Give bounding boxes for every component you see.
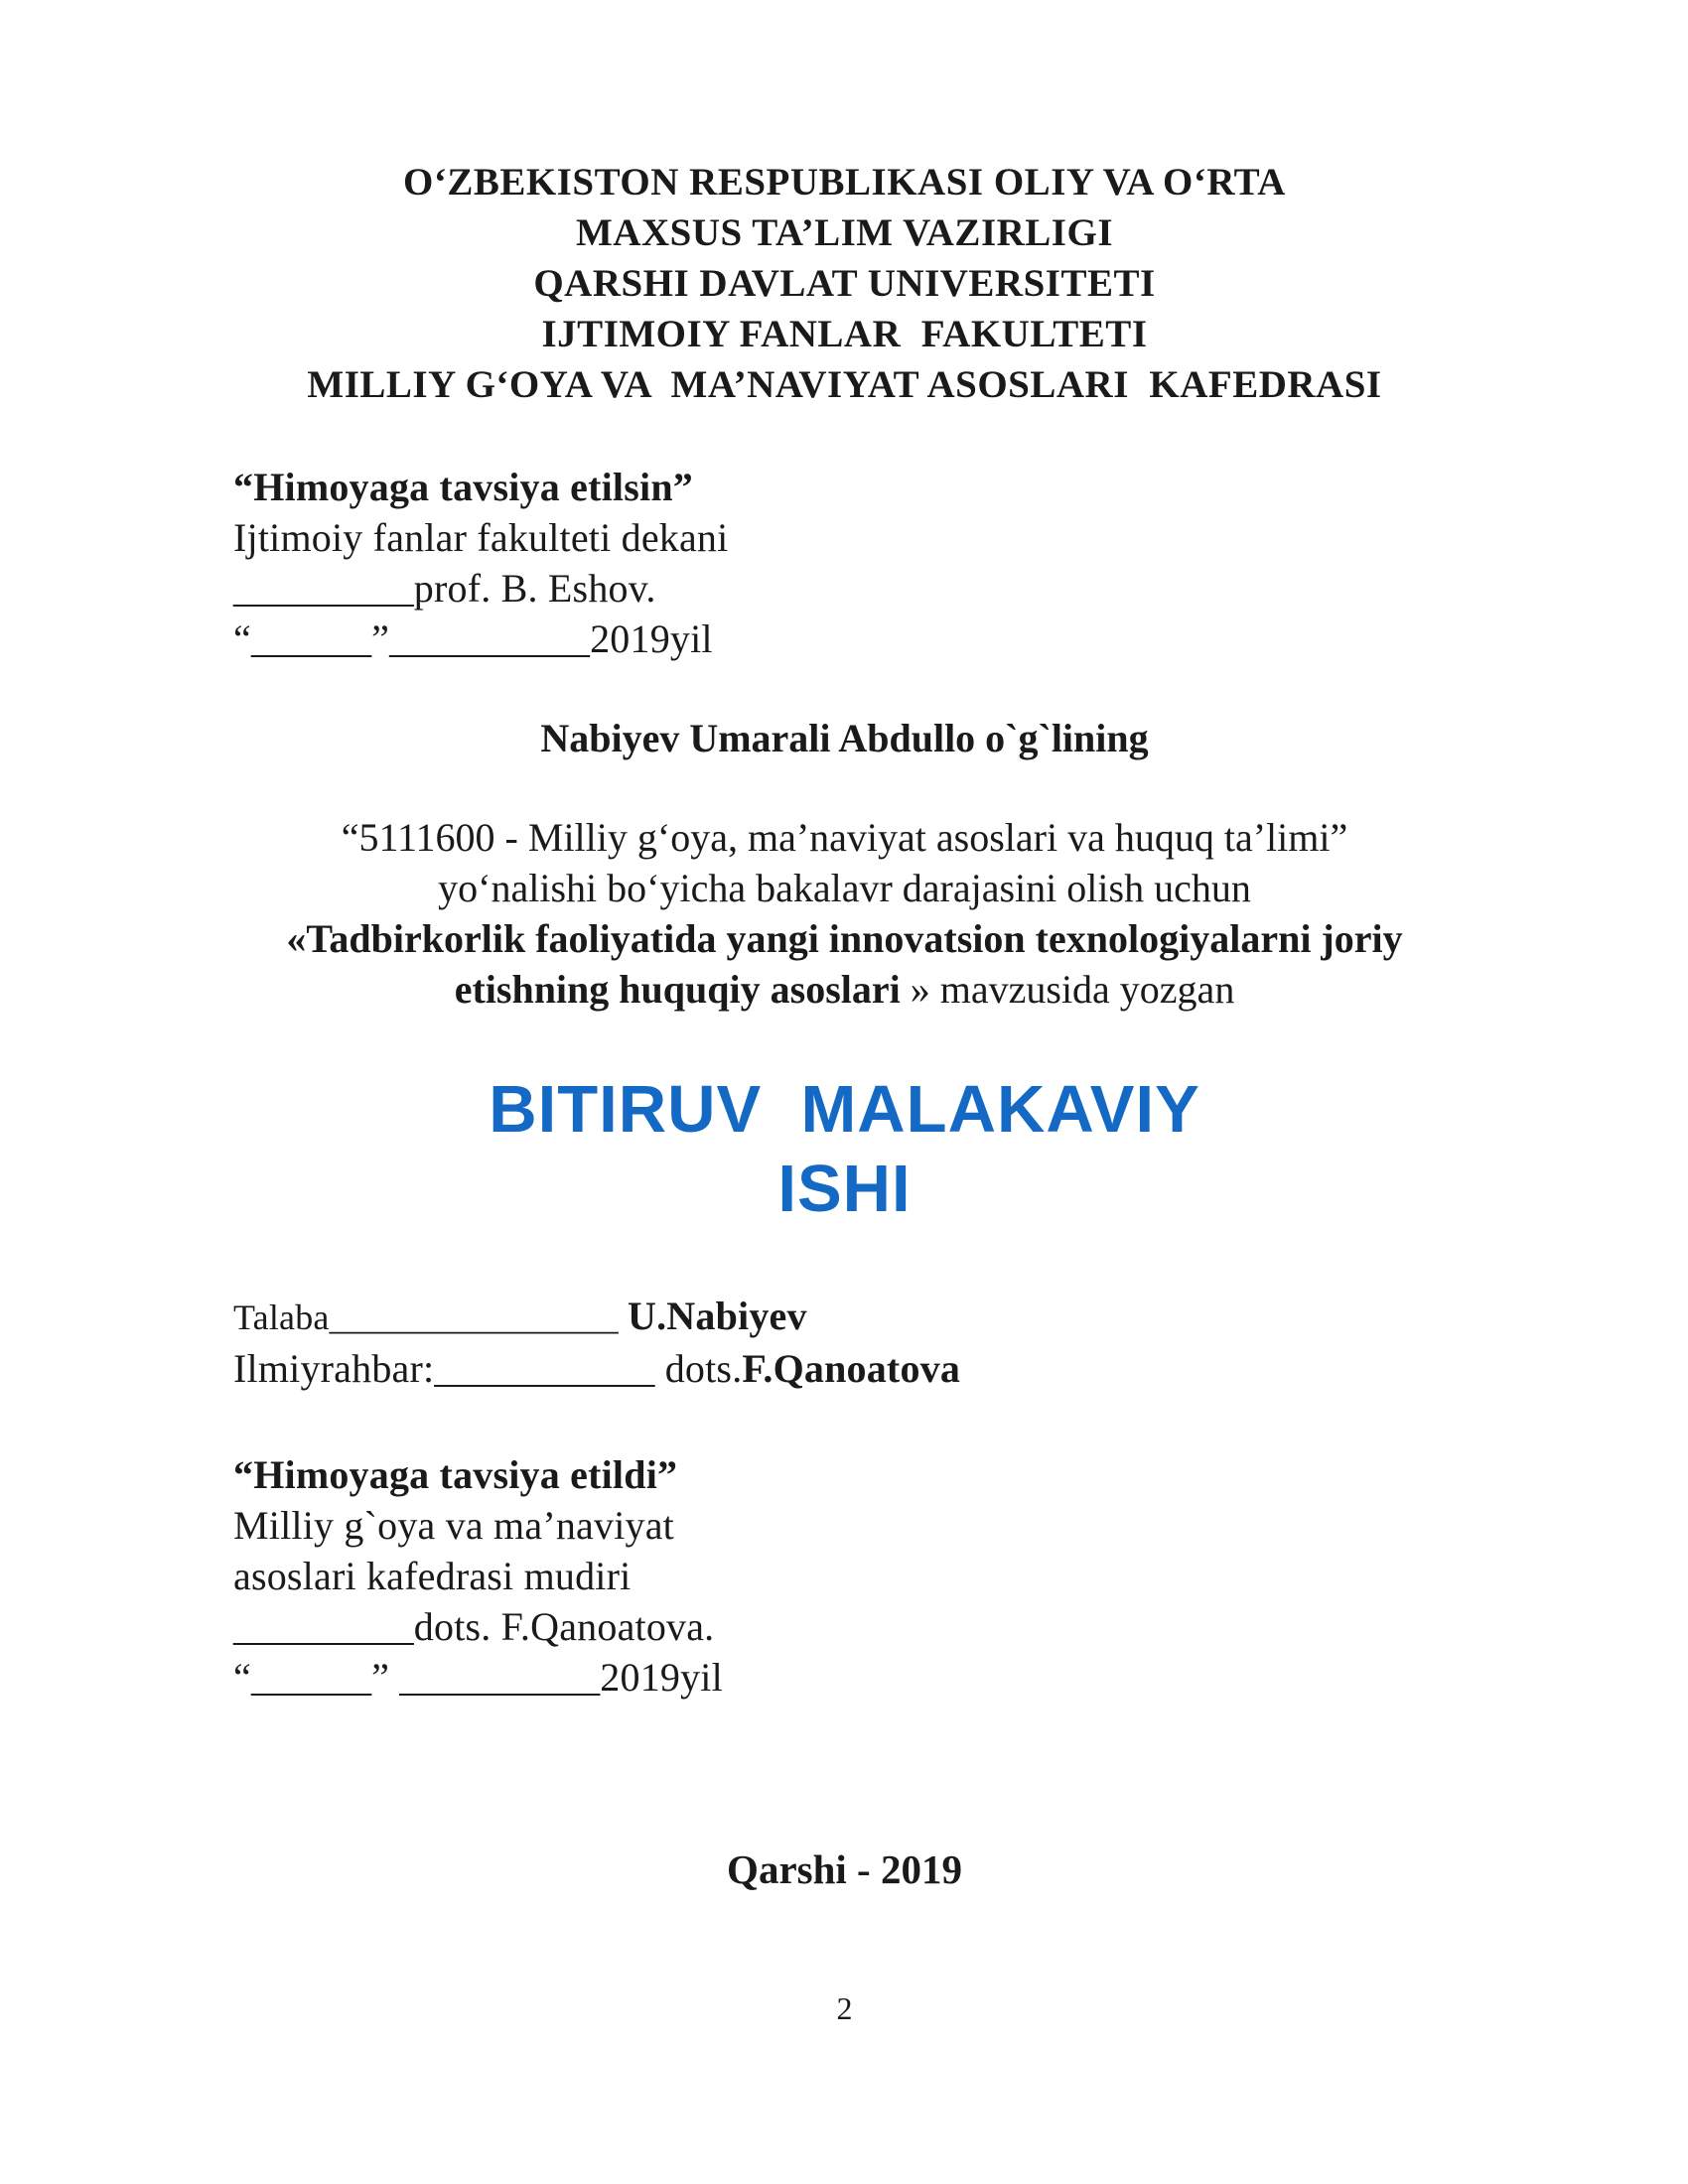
approval-block-dean	[233, 462, 728, 664]
description-topic-line-2	[0, 964, 1688, 1015]
description-topic-bold: etishning huquqiy asoslari	[454, 967, 901, 1012]
approval-heading: “Himoyaga tavsiya etildi”	[233, 1452, 678, 1497]
city-year: Qarshi - 2019	[727, 1846, 962, 1892]
student-line	[233, 1291, 960, 1343]
student-name-line: Nabiyev Umarali Abdullo o`g`lining	[540, 716, 1149, 760]
approval-date-line: “______” __________2019yil	[233, 1655, 723, 1700]
page-number: 2	[836, 1990, 853, 2026]
description-topic-rest: » mavzusida yozgan	[900, 967, 1235, 1012]
header-line-university: QARSHI DAVLAT UNIVERSITETI	[533, 262, 1156, 305]
header-line-ministry-2: MAXSUS TA’LIM VAZIRLIGI	[575, 211, 1113, 254]
advisor-name: F.Qanoatova	[742, 1346, 961, 1391]
approval-position-1: Milliy g`oya va ma’naviyat	[233, 1503, 674, 1548]
approval-date-line: “______”__________2019yil	[233, 616, 713, 661]
document-title	[0, 1070, 1688, 1229]
approval-block-department	[233, 1449, 723, 1703]
institution-header	[0, 157, 1688, 410]
approval-position-2: asoslari kafedrasi mudiri	[233, 1554, 632, 1598]
description-specialty: “5111600 - Milliy g‘oya, ma’naviyat asoslari va huquq ta’limi”	[341, 815, 1348, 860]
approval-signature-line: _________dots. F.Qanoatova.	[233, 1604, 715, 1649]
approval-heading: “Himoyaga tavsiya etilsin”	[233, 465, 693, 509]
header-line-ministry-1: O‘ZBEKISTON RESPUBLIKASI OLIY VA O‘RTA	[403, 161, 1286, 204]
advisor-label: Ilmiyrahbar:___________ dots.	[233, 1346, 743, 1391]
title-line-1: BITIRUV MALAKAVIY	[489, 1072, 1200, 1147]
advisor-line	[233, 1343, 960, 1394]
description-degree: yo‘nalishi bo‘yicha bakalavr darajasini olish uchun	[438, 866, 1251, 910]
approval-position: Ijtimoiy fanlar fakulteti dekani	[233, 515, 729, 560]
description-topic-line-1: «Tadbirkorlik faoliyatida yangi innovatsion texnologiyalarni joriy	[286, 916, 1403, 961]
header-line-faculty: IJTIMOIY FANLAR FAKULTETI	[541, 313, 1148, 355]
thesis-description	[0, 812, 1688, 1015]
approval-signature-line: _________prof. B. Eshov.	[233, 566, 656, 611]
header-line-department: MILLIY G‘OYA VA MA’NAVIYAT ASOSLARI KAFEDRASI	[307, 363, 1382, 406]
title-line-2: ISHI	[777, 1152, 912, 1226]
authors-block	[233, 1291, 960, 1394]
student-signature-name: U.Nabiyev	[628, 1294, 807, 1338]
student-label: Talaba________________	[233, 1297, 629, 1337]
